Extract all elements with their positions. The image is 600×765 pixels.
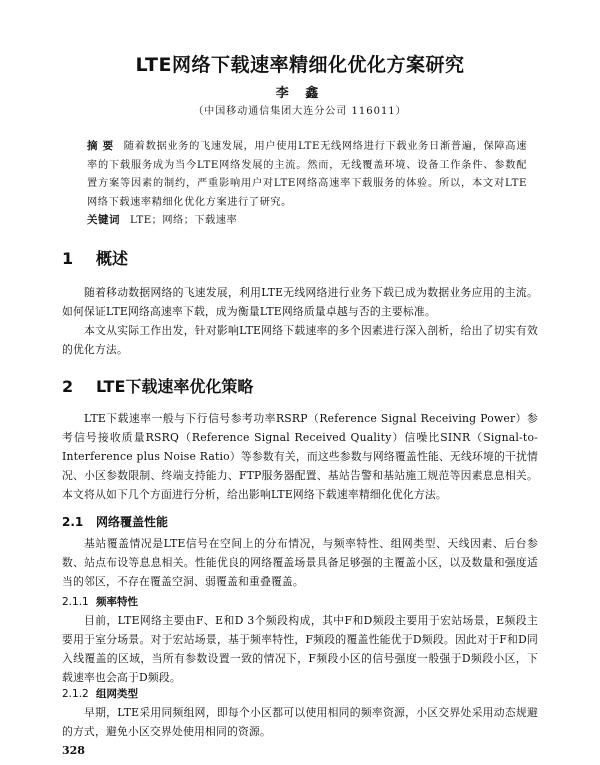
section-2-1-2-heading [62,686,138,701]
author-name: 李 鑫 [275,86,325,101]
section-2-heading [62,374,253,397]
keywords-label: 关键词 [87,214,120,226]
section-2-1-1-heading [62,594,138,609]
section-2-1-1-paragraph: 目前，LTE网络主要由F、E和D 3个频段构成，其中F和D频段主要用于宏站场景，E频段主要用于室分场景。对于宏站场景，基于频率特性，F频段的覆盖性能优于D频段。因此对于F和D同入线覆盖的区域，当所有参数设置一致的情况下，F频段小区的信号强度一般强于D频段小区，下载速率也会高于D频段。 [62,614,538,684]
page-number: 328 [62,744,85,757]
abstract [87,137,527,212]
section-1-title: 概述 [96,249,129,268]
abstract-text: 随着数据业务的飞速发展，用户使用LTE无线网络进行下载业务日渐普遍，保障高速率的下载服务成为当今LTE网络发展的主流。然而，无线覆盖环境、设备工作条件、参数配置方案等因素的制约，严重影响用户对LTE网络高速率下载服务的体验。所以，本文对LTE网络下载速率精细化优化方案进行了研究。 [87,141,527,208]
section-2-1-1-title: 频率特性 [96,596,138,608]
section-2-1-2-paragraph: 早期，LTE采用同频组网，即每个小区都可以使用相同的频率资源，小区交界处采用动态规避的方式，避免小区交界处使用相同的资源。 [62,706,538,738]
section-1-heading [62,246,128,269]
section-2-1-number: 2.1 [62,515,84,529]
section-2-1-heading [62,513,168,530]
abstract-label: 摘 要 [87,140,114,152]
section-2-1-title: 网络覆盖性能 [96,515,169,529]
section-2-paragraph: LTE下载速率一般与下行信号参考功率RSRP（Reference Signal Receiving Power）参考信号接收质量RSRQ（Reference Signal Received Quality）信噪比SINR（Signal-to-Interference plus Noise Ratio）等参数有关，而这些参数与网络覆盖性能、无线环境的干扰情况、小区参数限制、终端支持能力、FTP服务器配置、基站告警和基站施工规范等因素息息相关。本文将从如下几个方面进行分析，给出影响LTE网络下载速率精细化优化方法。 [62,412,538,501]
section-2-1-2-number: 2.1.2 [62,688,89,700]
section-2-1-paragraph: 基站覆盖情况是LTE信号在空间上的分布情况，与频率特性、组网类型、天线因素、后台参数、站点布设等息息相关。性能优良的网络覆盖场景具备足够强的主覆盖小区，以及数量和强度适当的邻区，不存在覆盖空洞、弱覆盖和重叠覆盖。 [62,537,538,588]
section-1-number: 1 [62,249,74,268]
section-2-title: LTE下载速率优化策略 [96,377,254,396]
keywords-text: LTE；网络；下载速率 [130,215,238,226]
section-1-paragraph: 随着移动数据网络的飞速发展，利用LTE无线网络进行业务下载已成为数据业务应用的主流。如何保证LTE网络高速率下载，成为衡量LTE网络质量卓越与否的主要标准。 [62,286,538,318]
keywords [87,211,527,227]
section-1-paragraph: 本文从实际工作出发，针对影响LTE网络下载速率的多个因素进行深入剖析，给出了切实有效的优化方法。 [62,324,538,356]
affiliation: （中国移动通信集团大连分公司 116011） [193,106,407,117]
paper-title: LTE网络下载速率精细化优化方案研究 [135,54,465,76]
section-2-number: 2 [62,377,74,396]
section-2-1-1-number: 2.1.1 [62,596,89,608]
section-2-1-2-title: 组网类型 [96,688,138,700]
